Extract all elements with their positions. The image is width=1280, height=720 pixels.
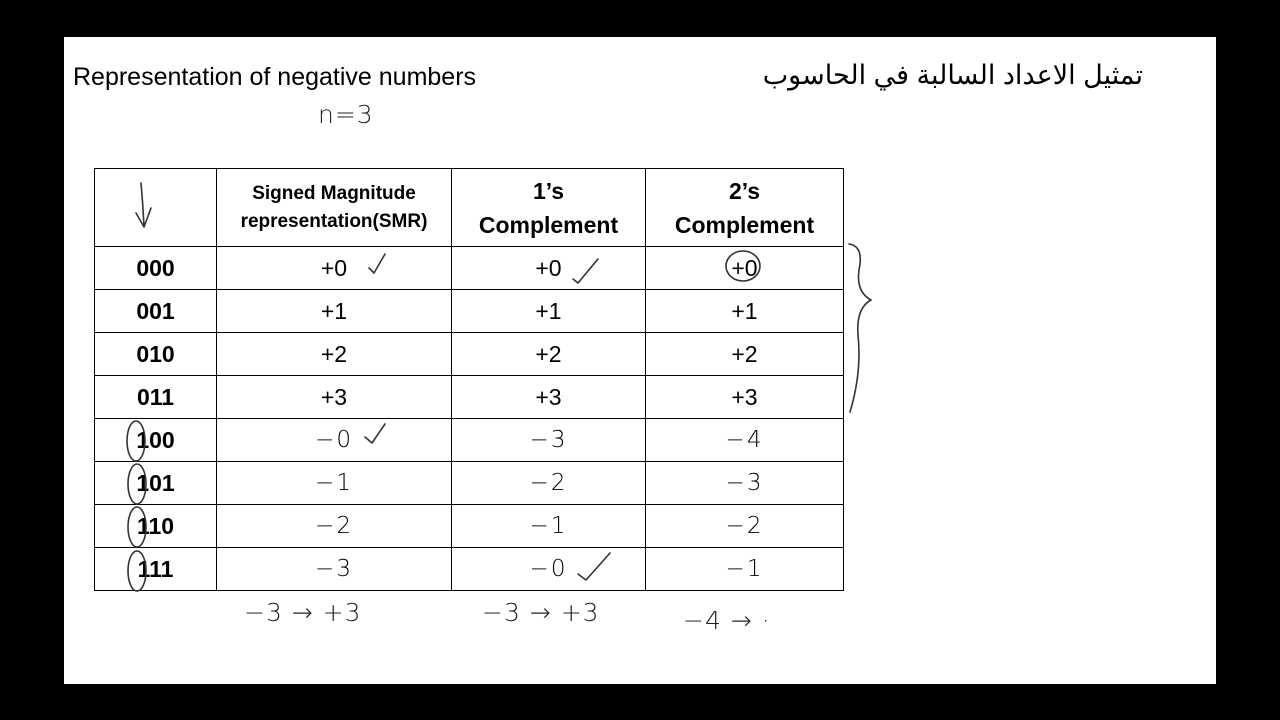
- binary-cell: 110: [95, 505, 217, 548]
- range-ones: −3 → +3: [482, 598, 600, 627]
- header-twos-line1: 2’s: [728, 177, 761, 204]
- table-row: [95, 290, 844, 333]
- binary-cell: 001: [95, 290, 217, 333]
- table-header-row: [95, 169, 844, 247]
- header-arrow-cell: [95, 169, 217, 247]
- smr-cell: −0: [217, 419, 452, 462]
- smr-cell: −3: [217, 548, 452, 591]
- representation-table: [94, 168, 844, 591]
- binary-cell: 010: [95, 333, 217, 376]
- table-row: [95, 548, 844, 591]
- header-ones-line2: Complement: [478, 211, 619, 238]
- smr-cell: +2: [217, 333, 452, 376]
- twos-cell: +1: [646, 290, 844, 333]
- twos-cell: −4: [646, 419, 844, 462]
- binary-cell: 000: [95, 247, 217, 290]
- table-row: [95, 376, 844, 419]
- table-row: [95, 462, 844, 505]
- smr-cell: −1: [217, 462, 452, 505]
- ones-cell: +1: [452, 290, 646, 333]
- range-twos: −4 → ·: [683, 606, 771, 635]
- title-english: Representation of negative numbers: [73, 63, 477, 91]
- handwritten-n-note: n=3: [318, 100, 374, 129]
- binary-cell: 101: [95, 462, 217, 505]
- header-smr: [217, 169, 452, 247]
- binary-cell: 011: [95, 376, 217, 419]
- ones-cell: −2: [452, 462, 646, 505]
- twos-cell: −3: [646, 462, 844, 505]
- smr-cell: +0: [217, 247, 452, 290]
- header-ones-complement: [452, 169, 646, 247]
- ones-cell: −3: [452, 419, 646, 462]
- table-row: [95, 419, 844, 462]
- smr-cell: −2: [217, 505, 452, 548]
- twos-cell: −1: [646, 548, 844, 591]
- binary-cell: 100: [95, 419, 217, 462]
- table-row: [95, 247, 844, 290]
- table-row: [95, 333, 844, 376]
- header-smr-line2: representation(SMR): [240, 210, 428, 232]
- twos-cell: +3: [646, 376, 844, 419]
- title-arabic: تمثيل الاعداد السالبة في الحاسوب: [762, 60, 1143, 90]
- range-smr: −3 → +3: [244, 598, 362, 627]
- header-ones-line1: 1’s: [532, 177, 565, 204]
- ones-cell: +3: [452, 376, 646, 419]
- ones-cell: −0: [452, 548, 646, 591]
- table-row: [95, 505, 844, 548]
- smr-cell: +3: [217, 376, 452, 419]
- binary-cell: 111: [95, 548, 217, 591]
- header-smr-line1: Signed Magnitude: [252, 182, 416, 204]
- header-twos-complement: [646, 169, 844, 247]
- twos-cell: −2: [646, 505, 844, 548]
- ones-cell: +2: [452, 333, 646, 376]
- twos-cell: +2: [646, 333, 844, 376]
- ones-cell: +0: [452, 247, 646, 290]
- header-twos-line2: Complement: [674, 211, 815, 238]
- ones-cell: −1: [452, 505, 646, 548]
- twos-cell: +0: [646, 247, 844, 290]
- smr-cell: +1: [217, 290, 452, 333]
